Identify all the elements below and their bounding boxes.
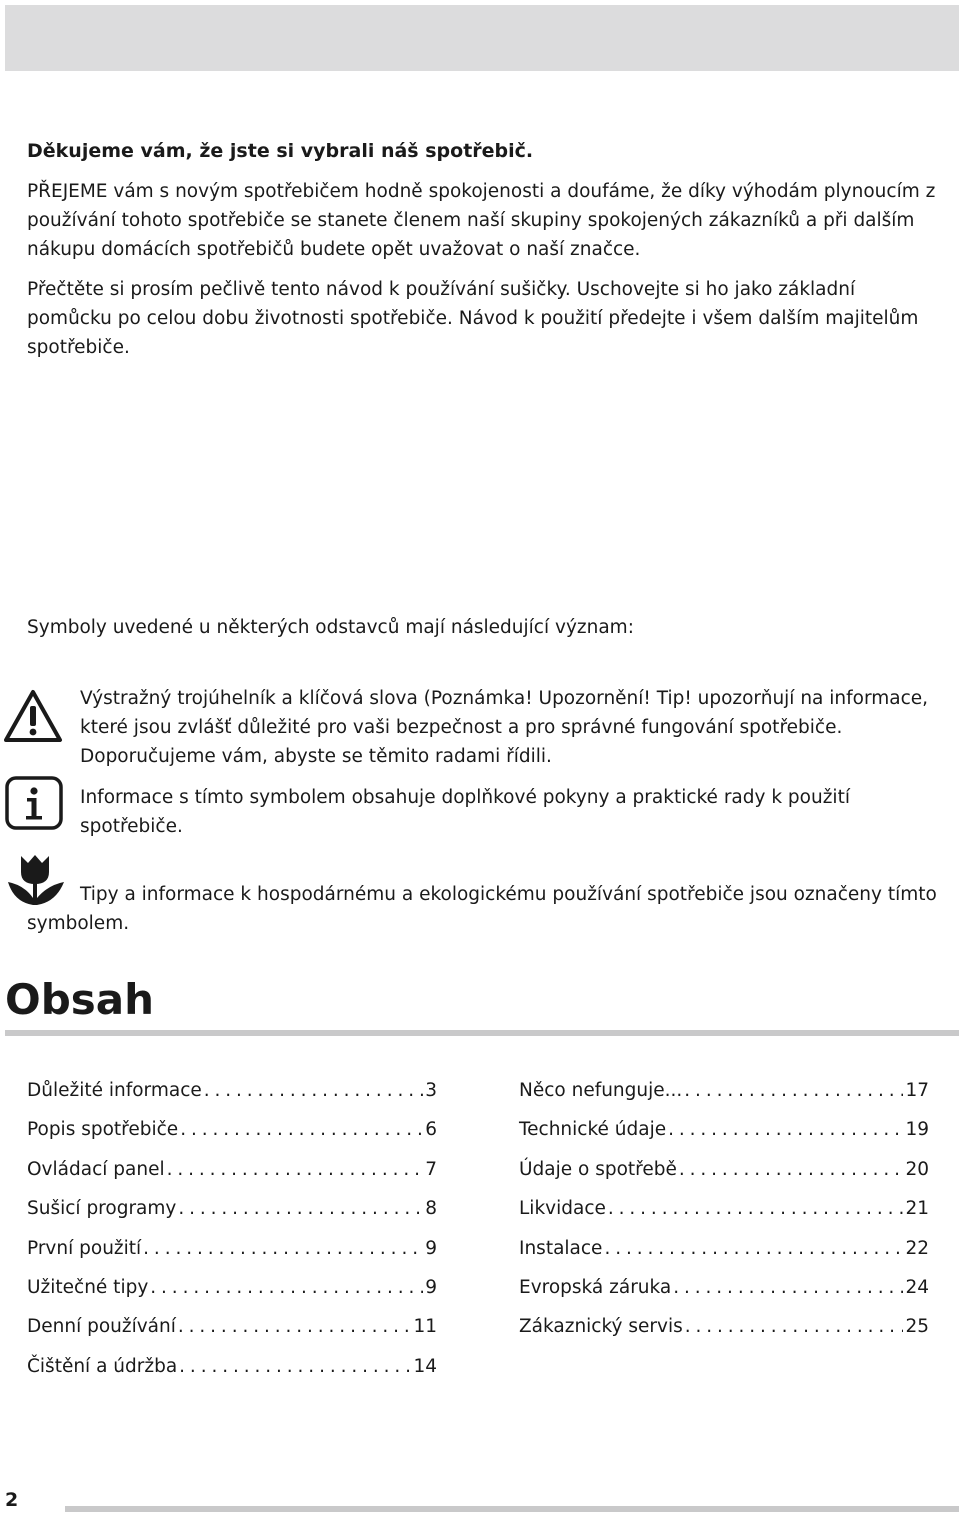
toc-leader-dots bbox=[679, 1159, 904, 1180]
toc-entry-label: Údaje o spotřebě bbox=[519, 1158, 677, 1180]
symbols-intro: Symboly uvedené u některých odstavců mají následující význam: bbox=[27, 617, 634, 638]
toc-entry-page: 7 bbox=[425, 1158, 437, 1180]
toc-entry-page: 14 bbox=[413, 1355, 437, 1377]
toc-leader-dots bbox=[204, 1080, 423, 1101]
toc-entry bbox=[27, 1277, 437, 1316]
footer-divider bbox=[65, 1506, 959, 1512]
toc-title: Obsah bbox=[5, 975, 155, 1024]
toc-entry-label: Likvidace bbox=[519, 1198, 606, 1220]
toc-entry-page: 8 bbox=[425, 1198, 437, 1220]
toc-entry bbox=[519, 1119, 929, 1158]
eco-text: Tipy a informace k hospodárnému a ekologickému používání spotřebiče jsou označeny tímto symbolem. bbox=[27, 884, 937, 934]
toc-leader-dots bbox=[178, 1198, 423, 1219]
warning-text: Výstražný trojúhelník a klíčová slova (Poznámka! Upozornění! Tip! upozorňují na informace, které jsou zvlášť důležité pro vaši bezpečnost a pro správné fungování spotřebiče. Doporučujeme vám, abyste se těmito radami řídili. bbox=[80, 688, 929, 767]
toc-leader-dots bbox=[150, 1277, 423, 1298]
toc-entry-label: Denní používání bbox=[27, 1316, 176, 1338]
toc-leader-dots bbox=[608, 1198, 904, 1219]
toc-entry-label: Instalace bbox=[519, 1237, 603, 1259]
toc-divider bbox=[5, 1030, 959, 1036]
toc-entry-page: 22 bbox=[905, 1237, 929, 1259]
info-text: Informace s tímto symbolem obsahuje doplňkové pokyny a praktické rady k použití spotřebiče. bbox=[80, 787, 850, 837]
toc-entry bbox=[519, 1159, 929, 1198]
header-bar bbox=[5, 5, 959, 71]
toc-entry-page: 3 bbox=[425, 1080, 437, 1101]
toc-leader-dots bbox=[668, 1119, 903, 1140]
toc-entry-page: 17 bbox=[905, 1080, 929, 1101]
toc-entry-page: 24 bbox=[905, 1276, 929, 1298]
toc-right-column bbox=[519, 1080, 929, 1356]
toc-entry bbox=[27, 1080, 437, 1119]
toc-leader-dots bbox=[685, 1316, 904, 1337]
toc-entry bbox=[519, 1277, 929, 1316]
warning-triangle-icon bbox=[3, 688, 63, 748]
intro-paragraph-1: PŘEJEME vám s novým spotřebičem hodně spokojenosti a doufáme, že díky výhodám plynoucím z používání tohoto spotřebiče se stanete členem naší skupiny spokojených zákazníků a při dalším nákupu domácích spotřebičů budete opět uvažovat o naší značce. bbox=[27, 181, 936, 260]
toc-entry bbox=[27, 1198, 437, 1237]
toc-entry bbox=[27, 1356, 437, 1395]
toc-entry bbox=[27, 1316, 437, 1355]
toc-leader-dots bbox=[167, 1159, 424, 1180]
toc-entry bbox=[27, 1159, 437, 1198]
toc-entry-page: 9 bbox=[425, 1276, 437, 1298]
toc-leader-dots bbox=[179, 1356, 411, 1377]
toc-entry-label: Důležité informace bbox=[27, 1080, 202, 1101]
toc-leader-dots bbox=[178, 1316, 412, 1337]
intro-title: Děkujeme vám, že jste si vybrali náš spotřebič. bbox=[27, 140, 534, 162]
toc-entry bbox=[27, 1119, 437, 1158]
toc-entry bbox=[519, 1238, 929, 1277]
toc-leader-dots bbox=[180, 1119, 423, 1140]
toc-leader-dots bbox=[604, 1238, 903, 1259]
toc-entry-page: 21 bbox=[905, 1198, 929, 1220]
toc-entry-label: Něco nefunguje... bbox=[519, 1080, 683, 1101]
toc-entry-label: Popis spotřebiče bbox=[27, 1119, 179, 1141]
toc-entry-label: Evropská záruka bbox=[519, 1276, 672, 1298]
toc-entry-label: Ovládací panel bbox=[27, 1158, 165, 1180]
toc-entry bbox=[27, 1238, 437, 1277]
page-number: 2 bbox=[5, 1489, 19, 1511]
toc-leader-dots bbox=[673, 1277, 903, 1298]
toc-leader-dots bbox=[143, 1238, 423, 1259]
toc-entry-page: 19 bbox=[905, 1119, 929, 1141]
toc-entry-label: Technické údaje bbox=[519, 1119, 667, 1141]
toc-entry-label: Čištění a údržba bbox=[27, 1355, 178, 1377]
toc-entry-page: 6 bbox=[425, 1119, 437, 1141]
toc-entry-label: Zákaznický servis bbox=[519, 1316, 683, 1338]
toc-entry bbox=[519, 1198, 929, 1237]
toc-entry bbox=[519, 1080, 929, 1119]
toc-entry-label: Sušicí programy bbox=[27, 1198, 177, 1220]
toc-entry-page: 9 bbox=[425, 1237, 437, 1259]
toc-entry-label: Užitečné tipy bbox=[27, 1276, 149, 1298]
toc-entry-page: 11 bbox=[413, 1316, 437, 1338]
toc-entry-page: 20 bbox=[905, 1158, 929, 1180]
info-icon bbox=[5, 775, 63, 835]
toc-left-column bbox=[27, 1080, 437, 1395]
toc-entry-page: 25 bbox=[905, 1316, 929, 1338]
toc-entry-label: První použití bbox=[27, 1237, 142, 1259]
toc-leader-dots bbox=[684, 1080, 903, 1101]
toc-entry bbox=[519, 1316, 929, 1355]
intro-paragraph-2: Přečtěte si prosím pečlivě tento návod k používání sušičky. Uschovejte si ho jako základní pomůcku po celou dobu životnosti spotřebiče. Návod k použití předejte i všem dalším majitelům spotřebiče. bbox=[27, 279, 919, 358]
